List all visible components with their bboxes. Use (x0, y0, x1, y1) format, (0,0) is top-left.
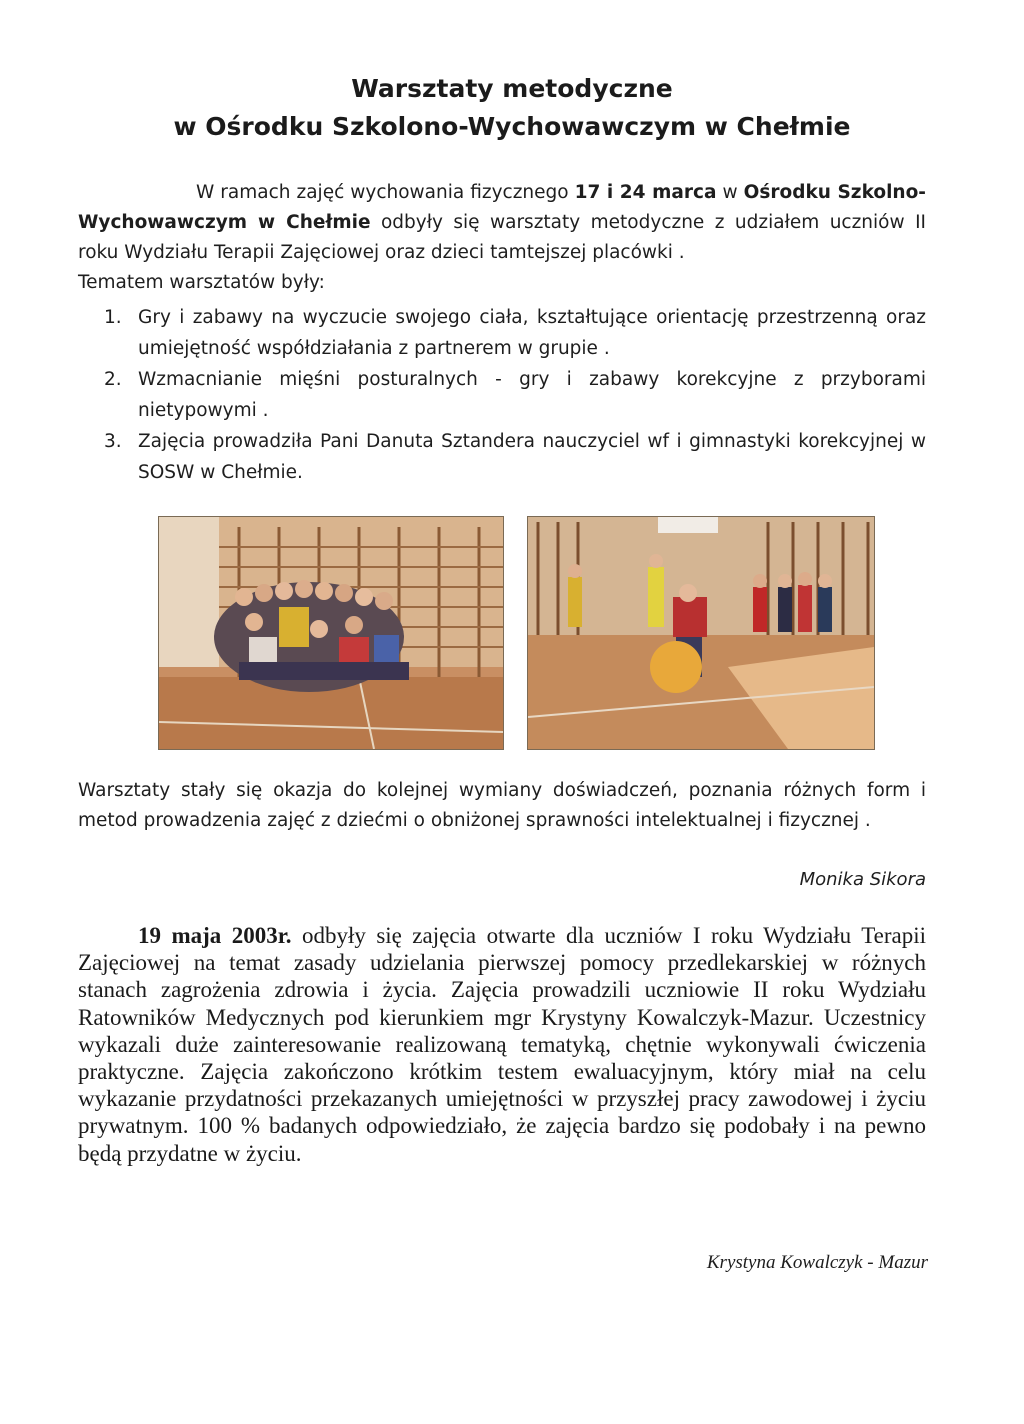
list-item-text: Gry i zabawy na wyczucie swojego ciała, kształtujące orientację przestrzenną oraz umiejętność współdziałania z partnerem w grupie . (138, 307, 926, 359)
list-item (104, 302, 926, 364)
second-article (78, 922, 926, 1167)
intro-paragraph (78, 178, 926, 268)
group-photo (158, 516, 504, 750)
list-item-text: Zajęcia prowadziła Pani Danuta Sztandera nauczyciel wf i gimnastyki korekcyjnej w SOSW w Chełmie. (138, 431, 926, 483)
intro-text: odbyły się warsztaty metodyczne z udziałem uczniów II roku Wydziału Terapii Zajęciowej oraz dzieci tamtejszej placówki . (78, 212, 926, 263)
article-date: 19 maja 2003r. (138, 923, 292, 948)
topics-lead: Tematem warsztatów były: (78, 272, 325, 293)
list-item-number: 1. (104, 307, 122, 328)
topics-list (104, 302, 926, 488)
page-subtitle: w Ośrodku Szkolono-Wychowawczym w Chełmie (173, 112, 851, 141)
list-item-number: 2. (104, 369, 122, 390)
list-item-number: 3. (104, 431, 122, 452)
list-item-text: Wzmacnianie mięśni posturalnych - gry i zabawy korekcyjne z przyborami nietypowymi . (138, 369, 926, 421)
intro-place: Ośrodku Szkolno- Wychowawczym w Chełmie (78, 182, 926, 233)
intro-text: W ramach zajęć wychowania fizycznego (196, 182, 575, 203)
article-text: odbyły się zajęcia otwarte dla uczniów I roku Wydziału Terapii Zajęciowej na temat zasady udzielania pierwszej pomocy przedlekarskiej w różnych stanach zagrożenia zdrowia i życia. Zajęcia prowadzili uczniowie II roku Wydziału Ratowników Medycznych pod kierunkiem mgr Krystyny Kowalczyk-Mazur. Uczestnicy wykazali duże zainteresowanie realizowaną tematyką, chętnie wykonywali ćwiczenia praktyczne. Zajęcia zakończono krótkim testem ewaluacyjnym, który miał na celu wykazanie przydatności przekazanych umiejętności w przyszłej pracy zawodowej i życiu prywatnym. 100 % badanych odpowiedziało, że zajęcia bardzo się podobały i na pewno będą przydatne w życiu. (78, 923, 926, 1166)
author-signature: Krystyna Kowalczyk - Mazur (706, 1252, 928, 1273)
activity-photo (527, 516, 875, 750)
summary-paragraph: Warsztaty stały się okazja do kolejnej wymiany doświadczeń, poznania różnych form i metod prowadzenia zajęć z dziećmi o obniżonej sprawności intelektualnej i fizycznej . (78, 780, 926, 831)
author-signature: Monika Sikora (799, 869, 926, 890)
intro-text: w (716, 182, 744, 203)
list-item (104, 426, 926, 488)
page-title: Warsztaty metodyczne (351, 74, 673, 103)
list-item (104, 364, 926, 426)
intro-dates: 17 i 24 marca (574, 182, 717, 203)
